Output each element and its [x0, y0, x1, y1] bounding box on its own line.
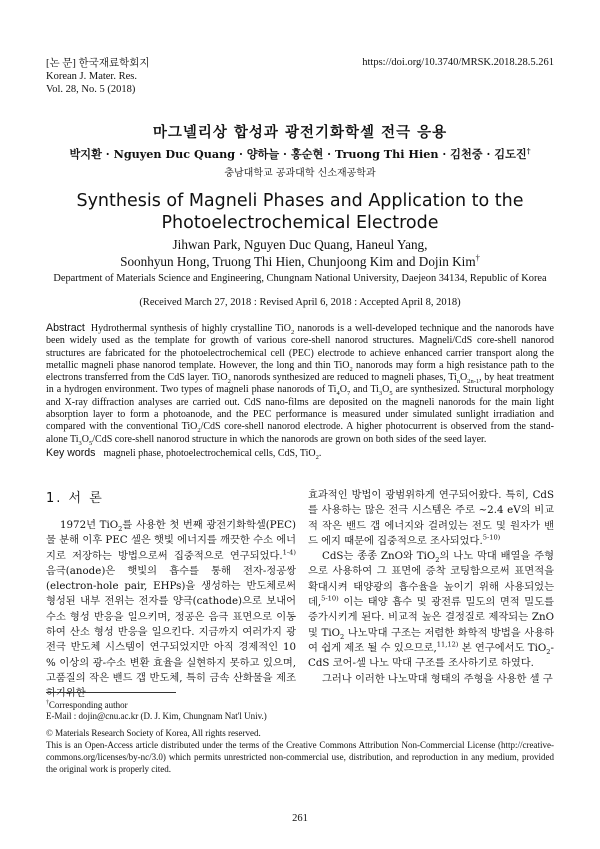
corresponding-dagger: † [526, 146, 531, 156]
footnote-divider [46, 692, 176, 693]
keywords-label: Key words [46, 447, 96, 459]
doi-link[interactable]: https://doi.org/10.3740/MRSK.2018.28.5.261 [362, 57, 554, 68]
korean-author-list: 박지환 · Nguyen Duc Quang · 양하늘 · 홍순현 · Truong Thi Hien · 김천중 · 김도진 [69, 147, 527, 161]
journal-info [46, 57, 150, 96]
english-title [0, 190, 600, 234]
english-title-line-1: Synthesis of Magneli Phases and Application to the [76, 191, 524, 211]
abstract: Abstract Hydrothermal synthesis of highly crystalline TiO$_2$ nanorods is a well-developed technique and the nanorods have been widely used as the template for growth of various core-shell nanorod structures. Magneli/CdS core-shell nanorod structures are fabricated for the photoelectrochemical cell (PEC) electrode to achieve enhanced carrier transport along the metallic magneli phase nanorod template. However, the long and thin TiO$_2$ nanorods may form a high resistance path to the electrons transferred from the CdS layer. TiO$_2$ nanorods synthesized are reduced to magneli phases, $Ti_nO_{2n-1}$, by heat treatment in a hydrogen environment. Two types of magneli phase nanorods of $Ti_4O_7$ and $Ti_3O_5$ are synthesized. Structural morphology and X-ray diffraction analyses are carried out. CdS nano-films are deposited on the magneli nanorods for the main light absorption layer to form a photoanode, and the PEC performance is measured under simulated sunlight irradiation and compared with the conventional TiO$_2$/CdS core-shell nanorod electrode. A higher photocurrent is observed from the stand-alone $Ti_3O_5$/CdS core-shell nanorod structure in which the nanorods are grown on both sides of the seed layer. [46, 322, 555, 447]
received-dates: (Received March 27, 2018 : Revised April 6, 2018 : Accepted April 8, 2018) [139, 297, 461, 308]
section-heading-introduction: 1. 서 론 [46, 491, 104, 506]
journal-line-1: [논 문] 한국재료학회지 [46, 58, 150, 69]
abstract-label: Abstract [46, 322, 85, 334]
korean-authors [0, 146, 600, 162]
english-authors-line-2: Soonhyun Hong, Truong Thi Hien, Chunjoong Kim and Dojin Kim† [120, 252, 480, 269]
corresponding-label: Corresponding author [48, 700, 128, 710]
paragraph: 1972년 TiO$_2$를 사용한 첫 번째 광전기화학셀(PEC) 물 분해 이후 PEC 셀은 햇빛 에너지를 깨끗한 수소 에너지로 저장하는 방법으로써 집중적으로 연구되었다.$^{1-4)}$ 음극(anode)은 햇빛의 흡수를 통해 전자-정공쌍(electron-hole pair, EHPs)을 생성하는 반도체로써 형성된 내부 전위는 전자를 양극(cathode)으로 보내어 수소 형성 반응을 일으키며, 정공은 음극 표면으로 이동하여 산소 형성 반응을 일으킨다. 지금까지 여러가지 광전극 반도체 시스템이 연구되었지만 아직 경제적인 10 % 이상의 광-수소 변환 효율을 실현하지 못하고 있으며, 고품질의 작은 밴드 갭 반도체, 특히 금속 산화물을 제조하기위한 [46, 519, 296, 700]
journal-line-2: Korean J. Mater. Res. [46, 71, 137, 82]
english-affiliation: Department of Materials Science and Engineering, Chungnam National University, Daejeon 34134, Republic of Korea [53, 273, 547, 284]
english-authors [0, 236, 600, 270]
page-number: 261 [292, 813, 308, 824]
keywords: Key words magneli phase, photoelectrochemical cells, CdS, TiO$_2$. [46, 447, 322, 461]
journal-line-3: Vol. 28, No. 5 (2018) [46, 84, 136, 95]
corresponding-email: E-Mail : dojin@cnu.ac.kr (D. J. Kim, Chungnam Nat'l Univ.) [46, 711, 267, 722]
reference-marker: 5-10) [321, 594, 339, 603]
keywords-text: magneli phase, photoelectrochemical cells, CdS, TiO [103, 448, 316, 459]
corresponding-dagger-en: † [475, 252, 480, 263]
english-authors-line-1: Jihwan Park, Nguyen Duc Quang, Haneul Yang, [172, 237, 428, 252]
paragraph: 그러나 이러한 나노막대 형태의 주형을 사용한 셀 구 [322, 672, 553, 685]
korean-affiliation: 충남대학교 공과대학 신소재공학과 [224, 168, 376, 179]
reference-marker: 5-10) [482, 533, 501, 542]
english-title-line-2: Photoelectrochemical Electrode [161, 213, 439, 233]
reference-marker: 11,12) [436, 640, 459, 649]
paragraph: 효과적인 방법이 광범위하게 연구되어왔다. 특히, CdS를 사용하는 많은 전극 시스템은 주로 ~2.4 eV의 비교적 작은 밴드 갭 에너지와 걸려있는 전도 및 원자가 밴드 에지 때문에 집중적으로 조사되었다.$^{5-10)}$ [308, 489, 554, 547]
license-text: This is an Open-Access article distributed under the terms of the Creative Commons Attribution Non-Commercial License (http://creative-commons.org/licenses/by-nc/3.0) which permits unrestricted non-commercial use, distribution, and reproduction in any medium, provided the original work is properly cited. [46, 740, 554, 774]
body-column-right [308, 488, 554, 687]
corresponding-author-footnote: †Corresponding author E-Mail : dojin@cnu.ac.kr (D. J. Kim, Chungnam Nat'l Univ.) [46, 700, 554, 723]
copyright-line: © Materials Research Society of Korea, All rights reserved. [46, 728, 261, 738]
body-column-left [46, 518, 296, 702]
reference-marker: 1-4) [282, 548, 296, 557]
license-notice [46, 727, 554, 775]
korean-title: 마그넬리상 합성과 광전기화학셀 전극 응용 [152, 124, 448, 141]
paragraph: CdS는 종종 ZnO와 TiO$_2$의 나노 막대 배열을 주형으로 사용하여 그 표면에 증착 코팅함으로써 표면적을 확대시켜 태양광의 흡수율을 높이기 위해 사용되었는데,$^{5-10)}$ 이는 태양 흡수 및 광전류 밀도의 면적 밀도를 증가시키게 된다. 비교적 높은 결정질로 제작되는 ZnO 및 TiO$_2$ 나노막대 구조는 저렴한 화학적 방법을 사용하여 쉽게 제조 될 수 있으므로,$^{11,12)}$ 본 연구에서도 TiO$_2$-CdS 코어-셀 나노 막대 구조를 조사하기로 하였다. [308, 550, 554, 670]
